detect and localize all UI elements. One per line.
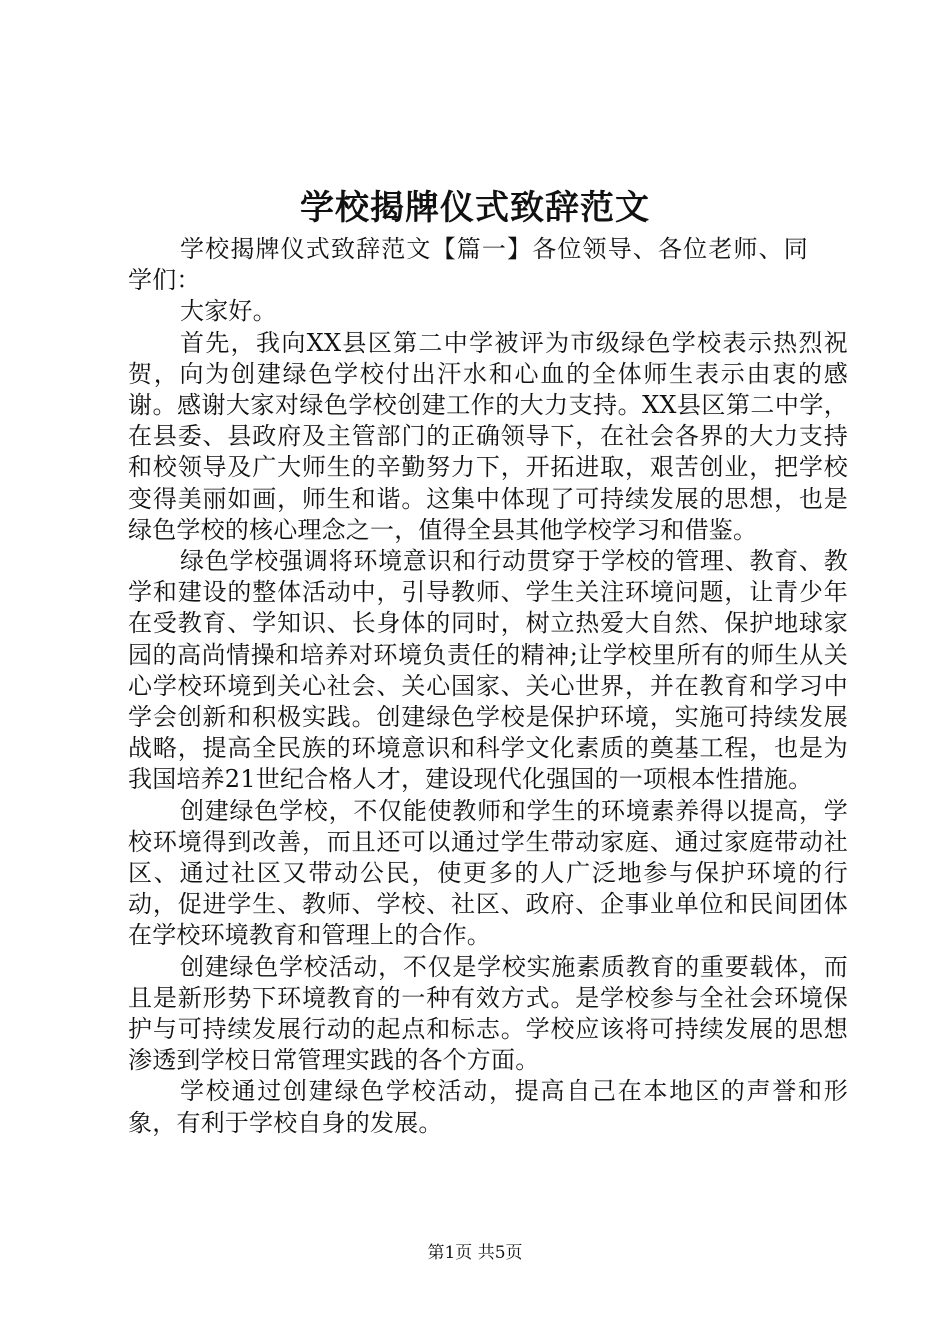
page-number-footer: 第1页 共5页 — [427, 1243, 523, 1263]
paragraph-reputation: 学校通过创建绿色学校活动，提高自己在本地区的声誉和形象，有利于学校自身的发展。 — [128, 1077, 848, 1137]
paragraph-green-school-emphasis: 绿色学校强调将环境意识和行动贯穿于学校的管理、教育、教学和建设的整体活动中，引导教师、学生关注环境问题，让青少年在受教育、学知识、长身体的同时，树立热爱大自然、保护地球家园的高尚情操和培养对环境负责任的精神;让学校里所有的师生从关心学校环境到关心社会、关心国家、关心世界，并在教育和学习中学会创新和积极实践。创建绿色学校是保护环境，实施可持续发展战略，提高全民族的环境意识和科学文化素质的奠基工程，也是为我国培养21世纪合格人才，建设现代化强国的一项根本性措施。 — [128, 547, 848, 794]
paragraph-benefits: 创建绿色学校，不仅能使教师和学生的环境素养得以提高，学校环境得到改善，而且还可以通过学生带动家庭、通过家庭带动社区、通过社区又带动公民，使更多的人广泛地参与保护环境的行动，促进学生、教师、学校、社区、政府、企事业单位和民间团体在学校环境教育和管理上的合作。 — [128, 796, 848, 950]
paragraph-activity-significance: 创建绿色学校活动，不仅是学校实施素质教育的重要载体，而且是新形势下环境教育的一种有效方式。是学校参与全社会环境保护与可持续发展行动的起点和标志。学校应该将可持续发展的思想渗透到学校日常管理实践的各个方面。 — [128, 952, 848, 1075]
paragraph-greeting: 学校揭牌仪式致辞范文【篇一】各位领导、各位老师、同学们： — [128, 235, 808, 295]
document-title: 学校揭牌仪式致辞范文 — [300, 188, 650, 228]
paragraph-congratulations: 首先，我向XX县区第二中学被评为市级绿色学校表示热烈祝贺，向为创建绿色学校付出汗水和心血的全体师生表示由衷的感谢。感谢大家对绿色学校创建工作的大力支持。XX县区第二中学，在县委、县政府及主管部门的正确领导下，在社会各界的大力支持和校领导及广大师生的辛勤努力下，开拓进取，艰苦创业，把学校变得美丽如画，师生和谐。这集中体现了可持续发展的思想，也是绿色学校的核心理念之一，值得全县其他学校学习和借鉴。 — [128, 328, 848, 544]
document-body — [128, 234, 848, 1139]
paragraph-salutation: 大家好。 — [180, 297, 277, 326]
